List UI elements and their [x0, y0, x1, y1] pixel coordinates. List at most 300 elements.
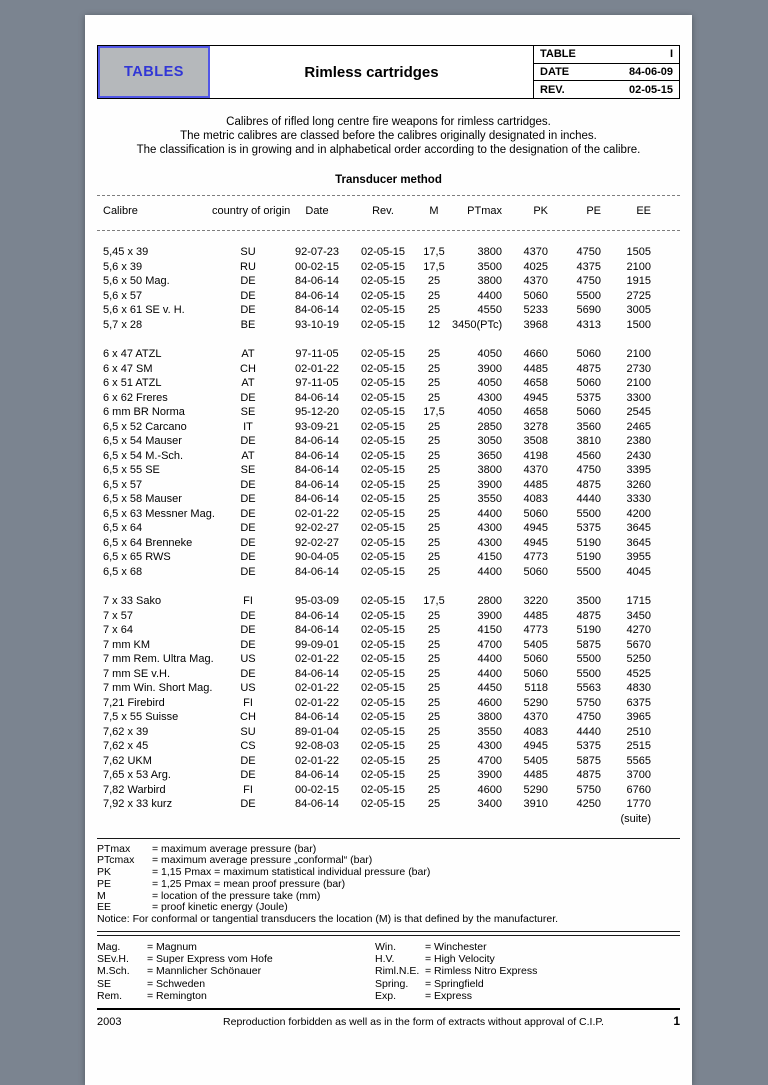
table-cell: 7,65 x 53 Arg. — [103, 769, 171, 781]
abbr-term: Mag. — [97, 941, 121, 954]
table-row — [97, 696, 651, 711]
table-cell: 5060 — [523, 507, 548, 520]
table-cell: 12 — [427, 318, 441, 331]
table-cell: 3508 — [523, 435, 548, 447]
header-meta-row — [534, 64, 679, 82]
table-cell: 2380 — [626, 435, 651, 447]
table-cell: 5190 — [576, 536, 601, 549]
abbr-term: Spring. — [375, 977, 409, 990]
table-cell: 2100 — [626, 377, 651, 389]
abbr-definition: = Magnum — [147, 941, 197, 954]
legend-term: M — [97, 889, 106, 902]
table-cell: 5118 — [524, 682, 548, 694]
abbr-definition: = High Velocity — [425, 953, 495, 966]
header-meta-value: 02-05-15 — [628, 83, 673, 96]
table-cell: 4440 — [576, 493, 601, 505]
footer — [97, 1014, 680, 1028]
table-cell: 5,6 x 61 SE v. H. — [103, 304, 185, 316]
table-cell: 2515 — [626, 740, 651, 752]
table-cell: 2725 — [626, 289, 651, 302]
table-cell: 25 — [427, 420, 441, 433]
table-cell: 84-06-14 — [294, 435, 340, 447]
table-cell: 6,5 x 68 — [103, 565, 143, 578]
table-cell: 25 — [427, 435, 441, 447]
table-cell: 5060 — [523, 653, 548, 665]
table-cell: 3900 — [477, 609, 502, 622]
table-row — [97, 507, 651, 522]
table-cell: 25 — [427, 507, 441, 520]
table-cell: 25 — [427, 551, 441, 563]
table-cell: 25 — [427, 682, 441, 694]
table-cell: DE — [240, 565, 256, 578]
page-number: 1 — [673, 1014, 680, 1029]
table-cell: 4485 — [523, 478, 548, 491]
header-meta-label: TABLE — [540, 48, 576, 61]
table-cell: 5060 — [576, 348, 601, 360]
table-cell: 5565 — [626, 754, 651, 767]
table-row — [97, 623, 651, 638]
table-row — [97, 681, 651, 696]
table-cell: 25 — [427, 754, 441, 767]
table-cell: 02-05-15 — [360, 246, 406, 258]
table-cell: 84-06-14 — [294, 289, 340, 302]
table-cell: 5375 — [576, 740, 601, 752]
table-cell: 4150 — [477, 551, 502, 563]
table-row — [97, 754, 651, 769]
table-cell: 2850 — [477, 420, 502, 433]
column-header-row — [97, 196, 651, 230]
table-cell: 5,6 x 57 — [103, 289, 143, 302]
column-header: PK — [533, 205, 548, 217]
table-cell: DE — [240, 624, 256, 636]
table-row — [97, 260, 651, 275]
table-cell: DE — [240, 638, 256, 651]
table-cell: 97-11-05 — [295, 377, 339, 389]
table-cell: 02-05-15 — [360, 377, 406, 389]
table-cell: 7 x 64 — [103, 624, 133, 636]
table-cell: 25 — [427, 391, 441, 404]
table-cell: 5190 — [576, 551, 601, 563]
table-cell: 5060 — [523, 565, 548, 578]
table-cell: 02-05-15 — [360, 536, 406, 549]
table-cell: 4750 — [576, 711, 601, 723]
table-cell: 7,62 UKM — [103, 754, 152, 767]
table-cell: 1500 — [626, 318, 651, 331]
legend-definition: = 1,15 Pmax = maximum statistical individual pressure (bar) — [152, 866, 431, 879]
table-cell: 02-05-15 — [360, 769, 406, 781]
table-row — [97, 536, 651, 551]
table-cell: 02-05-15 — [360, 638, 406, 651]
table-cell: 4045 — [626, 565, 651, 578]
table-cell: 7,62 x 45 — [103, 740, 149, 752]
table-cell: 5750 — [576, 783, 601, 796]
abbr-row — [97, 953, 375, 965]
table-row — [97, 463, 651, 478]
table-cell: 6,5 x 64 — [103, 522, 143, 534]
abbr-left — [97, 941, 375, 1002]
table-cell: US — [240, 653, 256, 665]
table-row — [97, 652, 651, 667]
table-cell: SU — [240, 725, 256, 738]
table-cell: 00-02-15 — [294, 783, 340, 796]
table-cell: 4600 — [477, 696, 502, 709]
table-cell: 1915 — [626, 275, 651, 287]
abbr-definition: = Rimless Nitro Express — [425, 965, 538, 978]
table-cell: 6,5 x 54 M.-Sch. — [103, 449, 184, 462]
table-cell: 25 — [427, 377, 441, 389]
table-cell: 92-02-27 — [294, 522, 340, 534]
table-cell: 5,45 x 39 — [103, 246, 149, 258]
table-cell: FI — [243, 595, 253, 607]
table-cell: 4875 — [576, 609, 601, 622]
table-cell: 84-06-14 — [294, 464, 340, 476]
table-cell: 4600 — [477, 783, 502, 796]
table-cell: BE — [240, 318, 256, 331]
table-cell: 02-05-15 — [360, 507, 406, 520]
table-cell: 25 — [427, 522, 441, 534]
table-cell: 17,5 — [423, 246, 445, 258]
legend-definition: = maximum average pressure (bar) — [152, 842, 317, 855]
table-cell: 3910 — [523, 798, 548, 810]
intro-line: The metric calibres are classed before the calibres originally designated in inches. — [180, 130, 597, 142]
table-cell: 02-01-22 — [294, 653, 340, 665]
table-cell: 6,5 x 54 Mauser — [103, 435, 182, 447]
table-cell: 02-05-15 — [360, 522, 406, 534]
table-cell: 3450 — [626, 609, 651, 622]
abbr-row — [375, 941, 680, 953]
footer-copyright: Reproduction forbidden as well as in the form of extracts without approval of C.I.P. — [223, 1016, 604, 1029]
table-cell: DE — [240, 769, 256, 781]
column-header: PE — [586, 205, 601, 217]
table-cell: 5690 — [576, 304, 601, 316]
abbr-definition: = Express — [425, 989, 472, 1002]
table-cell: IT — [243, 420, 253, 433]
table-cell: 02-05-15 — [360, 406, 406, 418]
table-cell: DE — [240, 609, 256, 622]
table-row — [97, 667, 651, 682]
table-cell: 02-05-15 — [360, 740, 406, 752]
table-cell: 4945 — [523, 522, 548, 534]
abbr-definition: = Mannlicher Schönauer — [147, 965, 262, 978]
legend-term: PTmax — [97, 842, 131, 855]
table-cell: 5060 — [576, 377, 601, 389]
table-cell: 5405 — [523, 754, 548, 767]
table-cell: 3800 — [477, 275, 502, 287]
abbr-term: SE — [97, 977, 112, 990]
abbr-row — [97, 941, 375, 953]
table-cell: 4658 — [523, 377, 548, 389]
table-row — [97, 318, 651, 333]
table-cell: 02-05-15 — [360, 493, 406, 505]
table-cell: 4875 — [576, 362, 601, 375]
legend-term: EE — [97, 901, 112, 914]
abbr-row — [97, 978, 375, 990]
table-row — [97, 638, 651, 653]
table-row — [97, 609, 651, 624]
table-cell: SE — [240, 464, 256, 476]
table-row — [97, 420, 651, 435]
table-cell: 25 — [427, 304, 441, 316]
table-cell: 4370 — [523, 711, 548, 723]
table-cell: CH — [240, 711, 256, 723]
table-cell: 3005 — [626, 304, 651, 316]
table-cell: 25 — [427, 638, 441, 651]
table-cell: 25 — [427, 478, 441, 491]
column-header: Rev. — [372, 205, 394, 217]
table-cell: 3400 — [477, 798, 502, 810]
table-cell: 84-06-14 — [294, 624, 340, 636]
table-cell: 5,6 x 39 — [103, 260, 143, 273]
table-cell: AT — [241, 348, 255, 360]
table-cell: 93-09-21 — [294, 420, 340, 433]
table-cell: 02-05-15 — [360, 391, 406, 404]
table-cell: 02-05-15 — [360, 260, 406, 273]
table-cell: 95-12-20 — [294, 406, 340, 418]
table-cell: 25 — [427, 798, 441, 810]
table-cell: 4400 — [477, 565, 502, 578]
table-cell: 6,5 x 58 Mauser — [103, 493, 182, 505]
table-cell: 02-05-15 — [360, 754, 406, 767]
table-cell: 02-05-15 — [360, 478, 406, 491]
table-cell: 6,5 x 57 — [103, 478, 143, 491]
table-cell: 00-02-15 — [294, 260, 340, 273]
table-cell: 4485 — [523, 609, 548, 622]
table-cell: 3800 — [477, 711, 502, 723]
table-row — [97, 725, 651, 740]
table-cell: 5375 — [576, 522, 601, 534]
table-cell: 02-01-22 — [294, 696, 340, 709]
table-cell: DE — [240, 478, 256, 491]
table-cell: AT — [241, 449, 255, 462]
header — [97, 45, 680, 99]
table-row — [97, 594, 651, 609]
table-cell: 02-05-15 — [360, 420, 406, 433]
table-cell: 5500 — [576, 565, 601, 578]
abbr-row — [375, 978, 680, 990]
legend-row — [97, 879, 680, 891]
table-cell: 5290 — [523, 783, 548, 796]
column-header: M — [429, 205, 439, 217]
legend-term: PK — [97, 866, 112, 879]
table-cell: 7,82 Warbird — [103, 783, 166, 796]
table-cell: 84-06-14 — [294, 565, 340, 578]
table-cell: 4875 — [576, 478, 601, 491]
table-cell: US — [240, 682, 256, 694]
table-cell: 02-05-15 — [360, 318, 406, 331]
table-cell: 5190 — [576, 624, 601, 636]
table-cell: 4700 — [477, 638, 502, 651]
table-cell: 5060 — [523, 289, 548, 302]
abbr-definition: = Springfield — [425, 977, 484, 990]
table-cell: 3260 — [626, 478, 651, 491]
abbr-row — [375, 965, 680, 977]
table-cell: 5670 — [626, 638, 651, 651]
table-cell: DE — [240, 507, 256, 520]
table-cell: 3900 — [477, 478, 502, 491]
table-cell: DE — [240, 304, 256, 316]
table-cell: DE — [240, 493, 256, 505]
table-cell: 3900 — [477, 362, 502, 375]
table-row — [97, 289, 651, 304]
table-cell: 7,92 x 33 kurz — [103, 798, 173, 810]
table-cell: 5563 — [576, 682, 601, 694]
table-cell: 2100 — [626, 260, 651, 273]
legend-term: PE — [97, 877, 112, 890]
table-cell: 84-06-14 — [294, 449, 340, 462]
table-cell: 02-05-15 — [360, 783, 406, 796]
table-cell: 25 — [427, 289, 441, 302]
table-cell: 6760 — [626, 783, 651, 796]
table-cell: 4525 — [626, 667, 651, 680]
table-cell: 3550 — [477, 493, 502, 505]
table-cell: 3395 — [626, 464, 651, 476]
table-cell: CH — [240, 362, 256, 375]
intro-line: Calibres of rifled long centre fire weapons for rimless cartridges. — [226, 116, 551, 128]
header-meta-value: 84-06-09 — [628, 66, 673, 78]
table-cell: 1715 — [626, 595, 651, 607]
table-cell: 25 — [427, 624, 441, 636]
table-cell: 84-06-14 — [294, 769, 340, 781]
table-cell: 4550 — [477, 304, 502, 316]
table-cell: 02-05-15 — [360, 653, 406, 665]
table-cell: 4400 — [477, 507, 502, 520]
table-cell: 25 — [427, 783, 441, 796]
table-cell: 5290 — [523, 696, 548, 709]
abbr-definition: = Super Express vom Hofe — [147, 953, 273, 966]
table-cell: 5060 — [576, 406, 601, 418]
table-cell: 84-06-14 — [294, 478, 340, 491]
table-cell: 4370 — [523, 275, 548, 287]
table-cell: 3500 — [477, 260, 502, 273]
table-cell: 2800 — [477, 595, 502, 607]
column-header: Calibre — [103, 205, 138, 217]
table-cell: 7,21 Firebird — [103, 696, 165, 709]
intro-line: The classification is in growing and in alphabetical order according to the designation of the calibre. — [136, 144, 641, 156]
table-row — [97, 492, 651, 507]
abbr-row — [97, 965, 375, 977]
table-cell: 6 x 47 ATZL — [103, 348, 162, 360]
table-cell: 84-06-14 — [294, 798, 340, 810]
rule-above-abbreviations-1 — [97, 931, 680, 932]
table-cell: 4560 — [576, 449, 601, 462]
legend-definition: = location of the pressure take (mm) — [152, 889, 321, 902]
table-row — [97, 362, 651, 377]
table-cell: FI — [243, 783, 253, 796]
table-cell: 02-05-15 — [360, 289, 406, 302]
abbr-term: SEv.H. — [97, 953, 129, 966]
abbr-row — [97, 990, 375, 1002]
table-cell: 3278 — [523, 420, 548, 433]
table-cell: 25 — [427, 740, 441, 752]
table-cell: 4300 — [477, 536, 502, 549]
table-cell: 25 — [427, 565, 441, 578]
header-meta-row — [534, 81, 679, 98]
table-cell: 4150 — [477, 624, 502, 636]
table-cell: 02-05-15 — [360, 711, 406, 723]
table-cell: 3800 — [477, 246, 502, 258]
table-cell: 4025 — [523, 260, 548, 273]
table-cell: 3800 — [477, 464, 502, 476]
column-header: Date — [305, 205, 329, 217]
table-cell: 02-05-15 — [360, 609, 406, 622]
table-cell: 4300 — [477, 522, 502, 534]
table-cell: 6 x 47 SM — [103, 362, 153, 375]
table-cell: 89-01-04 — [294, 725, 340, 738]
table-cell: 4700 — [477, 754, 502, 767]
table-cell: 4485 — [523, 769, 548, 781]
legend-term: PTcmax — [97, 854, 135, 867]
intro — [97, 115, 680, 157]
table-cell: 5500 — [576, 289, 601, 302]
table-cell: 4773 — [523, 624, 548, 636]
table-cell: 4400 — [477, 653, 502, 665]
table-cell: 93-10-19 — [294, 318, 340, 331]
table-cell: 6,5 x 55 SE — [103, 464, 160, 476]
table-cell: SE — [240, 406, 256, 418]
table-cell: DE — [240, 289, 256, 302]
table-cell: 3955 — [626, 551, 651, 563]
table-cell: DE — [240, 798, 256, 810]
table-cell: 4773 — [523, 551, 548, 563]
table-cell: 3700 — [626, 769, 651, 781]
table-cell: 25 — [427, 348, 441, 360]
table-cell: 3220 — [523, 595, 548, 607]
table-cell: 92-02-27 — [294, 536, 340, 549]
table-row — [97, 347, 651, 362]
abbr-definition: = Schweden — [147, 977, 206, 990]
table-cell: 7 mm Rem. Ultra Mag. — [103, 653, 214, 665]
table-cell: 4750 — [576, 246, 601, 258]
table-cell: 02-05-15 — [360, 449, 406, 462]
table-cell: 02-01-22 — [294, 507, 340, 520]
table-cell: 4270 — [626, 624, 651, 636]
rule-below-headers — [97, 230, 680, 231]
table-cell: 02-05-15 — [360, 667, 406, 680]
header-meta-label: DATE — [540, 66, 570, 78]
table-cell: 02-05-15 — [360, 348, 406, 360]
table-cell: 3900 — [477, 769, 502, 781]
column-header: country of origin — [212, 205, 291, 217]
header-meta-row — [534, 46, 679, 64]
table-cell: 5,6 x 50 Mag. — [103, 275, 170, 287]
table-cell: 25 — [427, 725, 441, 738]
table-cell: 4083 — [523, 725, 548, 738]
table-cell: 3560 — [576, 420, 601, 433]
table-cell: 02-05-15 — [360, 624, 406, 636]
table-cell: 3500 — [576, 595, 601, 607]
table-cell: 4750 — [576, 275, 601, 287]
header-meta-value: I — [669, 48, 673, 61]
table-cell: 90-04-05 — [294, 551, 340, 563]
table-cell: 1770 — [626, 798, 651, 810]
table-cell: 02-05-15 — [360, 464, 406, 476]
table-cell: 5500 — [576, 667, 601, 680]
table-cell: 02-01-22 — [294, 754, 340, 767]
table-cell: DE — [240, 551, 256, 563]
table-cell: 4198 — [523, 449, 548, 462]
table-cell: 4200 — [626, 507, 651, 520]
table-cell: DE — [240, 667, 256, 680]
table-cell: 25 — [427, 711, 441, 723]
legend-definition: = 1,25 Pmax = mean proof pressure (bar) — [152, 877, 346, 890]
table-row — [97, 274, 651, 289]
table-cell: 5875 — [576, 638, 601, 651]
table-row — [97, 565, 651, 580]
rule-above-footer — [97, 1008, 680, 1010]
table-cell: 7 mm SE v.H. — [103, 667, 171, 680]
table-row — [97, 434, 651, 449]
table-cell: 5233 — [523, 304, 548, 316]
